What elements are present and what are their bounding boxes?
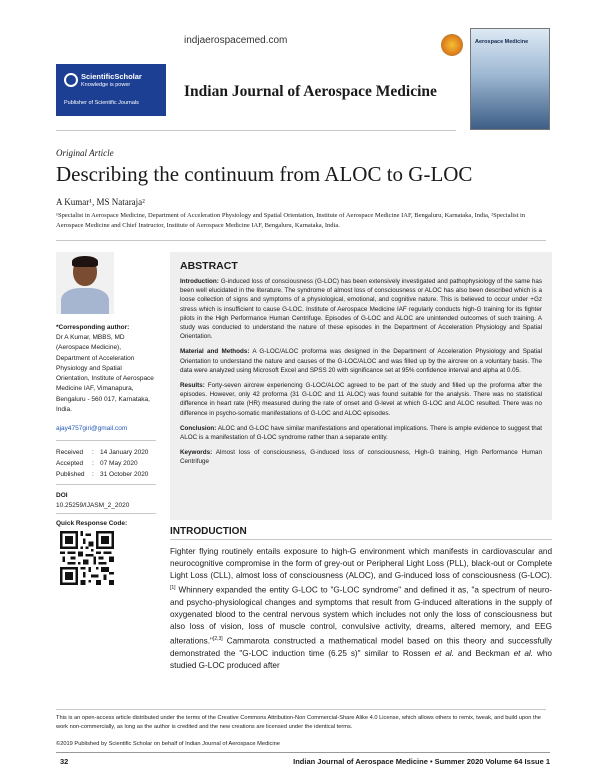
introduction-divider	[170, 539, 552, 540]
affiliations: ¹Specialist in Aerospace Medicine, Department of Acceleration Physiology and Spatial Orientation, Institute of Aerospace Medicine IAF, Bengaluru, Karnataka, India, ²Specialist in Aerospace Medicine and Chief Instructor, Institute of Aerospace Medicine IAF, Bengaluru, Karnataka, India.	[56, 212, 526, 229]
introduction-text: Fighter flying routinely entails exposure to high-G environment which manifests in cardiovascular and neurocognitive compromise in the form of grey-out or Peripheral Light Loss (PLL), black-out or Complete Light Loss (CLL), almost loss of consciousness (ALOC), and G-induced loss of consciousness (G-LOC).[1] Whinnery expanded the entity G-LOC to "G-LOC syndrome" and defined it as, "a spectrum of neuro- and psycho-physiological changes and symptoms that result from G-induced alterations in the supply of oxygenated blood to the central nervous system which includes not only the loss of consciousness but also loss of vision, loss of muscle control, convulsive activity, dreams, altered memory, and EEG alterations."[2,3] Cammarota constructed a mathematical model based on this theory and successfully demonstrated the "G-LOC induction time (6.25 s)" similar to Rossen et al. and Beckman et al. who studied G-LOC produced after	[170, 547, 552, 671]
corresponding-author-email[interactable]: ajay4757giri@gmail.com	[56, 425, 128, 432]
qr-code-icon[interactable]	[60, 531, 114, 585]
header-divider	[56, 130, 456, 131]
page-number: 32	[60, 757, 69, 766]
citation-link[interactable]: [1]	[170, 585, 176, 592]
doi-value[interactable]: 10.25259/IJASM_2_2020	[56, 502, 130, 509]
running-footer: Indian Journal of Aerospace Medicine • Summer 2020 Volume 64 Issue 1	[293, 757, 550, 766]
date-received: Received : 14 January 2020	[56, 449, 149, 456]
publisher-subtitle: Publisher of Scientific Journals	[64, 100, 139, 106]
copyright-text: ©2019 Published by Scientific Scholar on behalf of Indian Journal of Aerospace Medicine	[56, 741, 280, 747]
author-photo	[56, 252, 114, 314]
left-divider	[56, 484, 156, 485]
cover-title: Aerospace Medicine	[475, 39, 529, 45]
corresponding-author-details: Dr A Kumar, MBBS, MD (Aerospace Medicine), Department of Acceleration Physiology and Spatial Orientation, Institute of Aerospace Medicine IAF, Vimanapura, Bengaluru - 560 017, Karnataka, India.	[56, 334, 154, 414]
introduction-heading: INTRODUCTION	[170, 526, 247, 537]
qr-heading: Quick Response Code:	[56, 520, 128, 527]
title-divider	[56, 240, 546, 241]
footer-divider	[56, 752, 550, 753]
publisher-tagline: Knowledge is power	[81, 82, 131, 88]
article-title: Describing the continuum from ALOC to G-LOC	[56, 162, 473, 186]
corresponding-author-heading: *Corresponding author:	[56, 324, 130, 331]
abstract-results: Results: Forty-seven aircrew experiencing G-LOC/ALOC agreed to be part of the study and filled up the proforma after the episodes. However, only 42 proforma (31 G-LOC and 11 ALOC) was found suitable for the analysis. There was no statistical difference in heart rate (HR) measured during the rate of onset and G-level at which G-LOC and ALOC resulted. There was no difference in psycho-somatic manifestations of G-LOC and ALOC episodes.	[180, 382, 543, 417]
license-text: This is an open-access article distributed under the terms of the Creative Commons Attribution-Non Commercial-Share Alike 4.0 License, which allows others to remix, tweak, and build upon the work non-commercially, as long as the author is credited and the new creations are licensed under the identical terms.	[56, 715, 541, 730]
abstract-conclusion: Conclusion: ALOC and G-LOC have similar manifestations and operational implications. There is ample evidence to suggest that ALOC is a manifestation of G-LOC syndrome rather than a separate entity.	[180, 424, 542, 442]
site-url[interactable]: indjaerospacemed.com	[184, 35, 288, 46]
abstract-title: ABSTRACT	[180, 260, 238, 272]
article-type: Original Article	[56, 148, 114, 158]
abstract-introduction: Introduction: G-induced loss of consciousness (G-LOC) has been extensively investigated and pathophysiology of the same has been well elucidated in the literature. The syndrome of almost loss of consciousness or ALOC has also been described which is a loose collection of signs and symptoms of a physiological, emotional, and cognitive nature. This is believed to occur under +Gz stress which is insufficient to cause G-LOC. Institute of Aerospace Medicine IAF regularly conducts high-G training for its fighter pilots in the High Performance Human Centrifuge. Episodes of G-LOC and ALOC are unintended outcomes of such training. A study was conducted to understand the nature of these episodes in the Department of Acceleration Physiology and Spatial Orientation.	[180, 278, 543, 341]
abstract-box	[170, 252, 552, 520]
abstract-methods: Material and Methods: A G-LOC/ALOC proforma was designed in the Department of Acceleration Physiology and Spatial Orientation to understand the nature and causes of the G-LOC/ALOC and was filled up by the aircrew on a voluntary basis. The data were analyzed using Microsoft Excel and SPSS 20 with significance set at 95% confidence interval and alpha at 0.05.	[180, 348, 542, 374]
citation-link[interactable]: [2,3]	[212, 636, 223, 643]
journal-name: Indian Journal of Aerospace Medicine	[184, 83, 437, 100]
doi-heading: DOI	[56, 492, 68, 499]
publisher-logo-icon	[64, 73, 78, 87]
society-seal-icon	[441, 34, 463, 56]
abstract-keywords: Keywords: Almost loss of consciousness, G-induced loss of consciousness, High-G training, High Performance Human Centrifuge	[180, 449, 542, 466]
article-dates	[56, 447, 148, 480]
license-divider	[56, 709, 546, 710]
journal-cover-image	[470, 28, 550, 130]
date-published: Published : 31 October 2020	[56, 471, 149, 478]
left-divider	[56, 513, 156, 514]
date-accepted: Accepted : 07 May 2020	[56, 460, 138, 467]
left-divider	[56, 440, 156, 441]
publisher-logo	[56, 64, 166, 116]
publisher-name: ScientificScholar	[81, 72, 142, 81]
author-list: A Kumar¹, MS Nataraja²	[56, 197, 145, 207]
